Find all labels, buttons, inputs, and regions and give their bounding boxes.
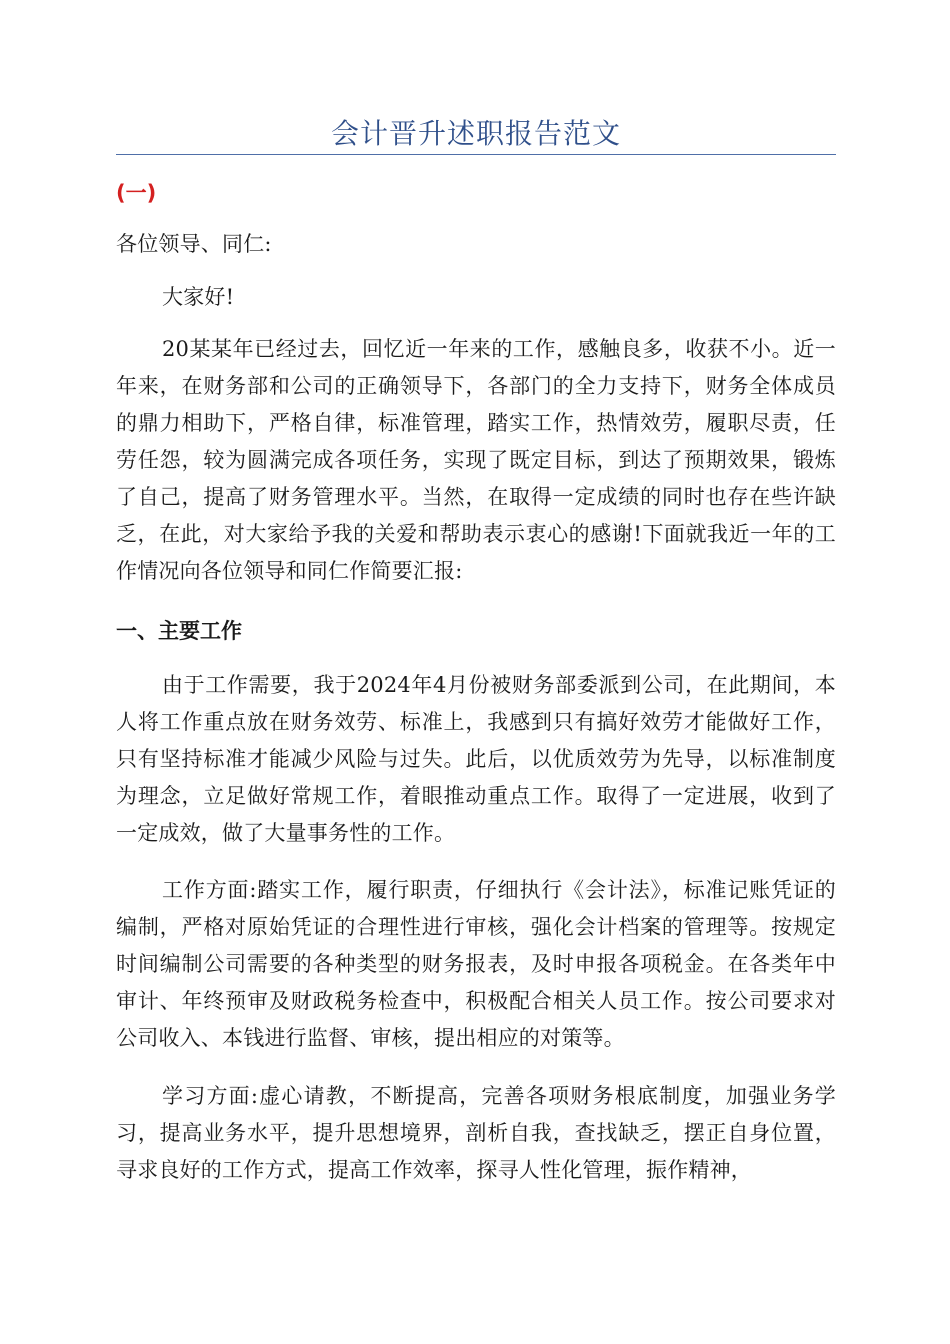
body-paragraph: 由于工作需要，我于2024年4月份被财务部委派到公司，在此期间，本人将工作重点放在财务效劳、标准上，我感到只有搞好效劳才能做好工作，只有坚持标准才能减少风险与过失。此后，以优质效劳为先导，以标准制度为理念，立足做好常规工作，着眼推动重点工作。取得了一定进展，收到了一定成效，做了大量事务性的工作。 xyxy=(116,673,836,845)
title-divider xyxy=(116,154,836,155)
body-paragraph: 学习方面:虚心请教，不断提高，完善各项财务根底制度，加强业务学习，提高业务水平，提升思想境界，剖析自我，查找缺乏，摆正自身位置，寻求良好的工作方式，提高工作效率，探寻人性化管理，振作精神， xyxy=(116,1084,836,1182)
section-heading: 一、主要工作 xyxy=(116,619,242,643)
greeting: 大家好! xyxy=(162,285,235,309)
document-title: 会计晋升述职报告范文 xyxy=(330,117,621,150)
intro-paragraph: 20某某年已经过去，回忆近一年来的工作，感触良多，收获不小。近一年来，在财务部和公司的正确领导下，各部门的全力支持下，财务全体成员的鼎力相助下，严格自律，标准管理，踏实工作，热情效劳，履职尽责，任劳任怨，较为圆满完成各项任务，实现了既定目标，到达了预期效果，锻炼了自己，提高了财务管理水平。当然，在取得一定成绩的同时也存在些许缺乏，在此，对大家给予我的关爱和帮助表示衷心的感谢!下面就我近一年的工作情况向各位领导和同仁作简要汇报: xyxy=(116,337,836,583)
body-paragraph: 工作方面:踏实工作，履行职责，仔细执行《会计法》，标准记账凭证的编制，严格对原始凭证的合理性进行审核，强化会计档案的管理等。按规定时间编制公司需要的各种类型的财务报表，及时申报各项税金。在各类年中审计、年终预审及财政税务检查中，积极配合相关人员工作。按公司要求对公司收入、本钱进行监督、审核，提出相应的对策等。 xyxy=(116,878,836,1050)
part-label: (一) xyxy=(116,181,157,205)
salutation: 各位领导、同仁: xyxy=(116,232,272,256)
